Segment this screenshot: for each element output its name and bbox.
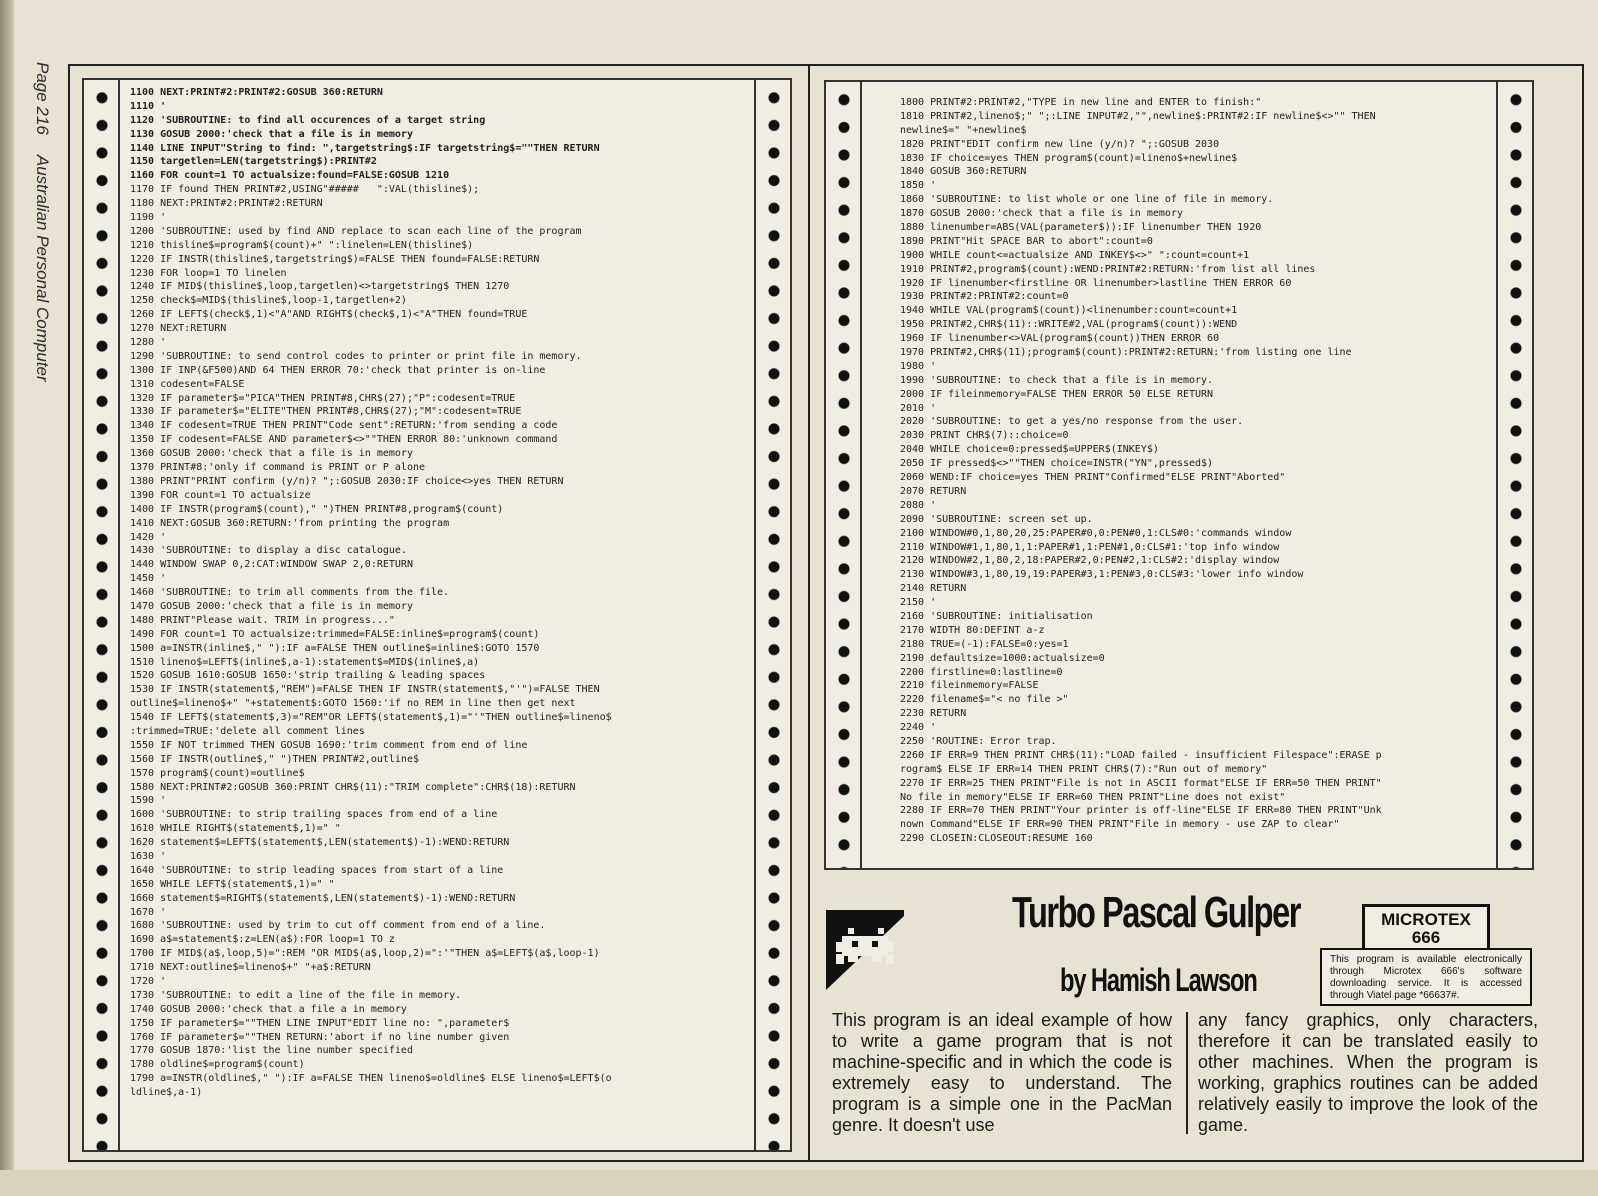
code-line: 2080 ' [900, 499, 937, 511]
code-line: 1300 IF INP(&F500)AND 64 THEN ERROR 70:'check that printer is on-line [130, 364, 546, 376]
code-line: 1100 NEXT:PRINT#2:PRINT#2:GOSUB 360:RETURN [130, 87, 383, 98]
code-line: 1640 'SUBROUTINE: to strip leading spaces from start of a line [130, 864, 504, 876]
code-line: 1900 WHILE count<=actualsize AND INKEY$<>" ":count=count+1 [900, 249, 1250, 261]
code-line: 1670 ' [130, 906, 167, 918]
code-line: 1200 'SUBROUTINE: used by find AND replace to scan each line of the program [130, 225, 582, 237]
code-line: 1540 IF LEFT$(statement$,3)="REM"OR LEFT$(statement$,1)="'"THEN outline$=lineno$ [130, 712, 612, 724]
code-line: 1440 WINDOW SWAP 0,2:CAT:WINDOW SWAP 2,0:RETURN [130, 559, 413, 571]
code-line: 2260 IF ERR=9 THEN PRINT CHR$(11):"LOAD failed - insufficient Filespace":ERASE p [900, 749, 1382, 761]
tractor-feed-holes-left [84, 80, 120, 1150]
code-line: 1170 IF found THEN PRINT#2,USING"##### ":VAL(thisline$); [130, 184, 480, 196]
code-line: ldline$,a-1) [130, 1087, 203, 1099]
code-line: 1840 GOSUB 360:RETURN [900, 166, 1027, 178]
code-line: 2050 IF pressed$<>""THEN choice=INSTR("YN",pressed$) [900, 458, 1214, 470]
code-line: 1110 ' [130, 100, 167, 112]
code-line: 1530 IF INSTR(statement$,"REM")=FALSE THEN IF INSTR(statement$,"'")=FALSE THEN [130, 684, 600, 696]
code-line: 2030 PRINT CHR$(7)::choice=0 [900, 430, 1069, 442]
code-line: 2200 firstline=0:lastline=0 [900, 666, 1063, 678]
code-line: 2090 'SUBROUTINE: screen set up. [900, 513, 1093, 525]
code-line: 1520 GOSUB 1610:GOSUB 1650:'strip trailing & leading spaces [130, 670, 486, 682]
code-line: 1620 statement$=LEFT$(statement$,LEN(statement$)-1):WEND:RETURN [130, 837, 510, 849]
code-line: 2110 WINDOW#1,1,80,1,1:PAPER#1,1:PEN#1,0:CLS#1:'top info window [900, 541, 1280, 553]
code-line: 1150 targetlen=LEN(targetstring$):PRINT#2 [130, 156, 377, 168]
game-ghost-icon [826, 910, 904, 990]
code-line: 1780 oldline$=program$(count) [130, 1059, 305, 1071]
code-line: 2120 WINDOW#2,1,80,2,18:PAPER#2,0:PEN#2,1:CLS#2:'display window [900, 555, 1280, 567]
code-line: 2240 ' [900, 722, 937, 734]
code-line: 1880 linenumber=ABS(VAL(parameter$)):IF linenumber THEN 1920 [900, 222, 1262, 234]
code-line: 1850 ' [900, 180, 937, 192]
code-line: 1460 'SUBROUTINE: to trim all comments from the file. [130, 587, 450, 599]
code-line: 1980 ' [900, 360, 937, 372]
code-line: No file in memory"ELSE IF ERR=60 THEN PRINT"Line does not exist" [900, 791, 1286, 803]
code-line: 1260 IF LEFT$(check$,1)<"A"AND RIGHT$(check$,1)<"A"THEN found=TRUE [130, 309, 528, 321]
code-line: 1140 LINE INPUT"String to find: ",targetstring$:IF targetstring$=""THEN RETURN [130, 142, 600, 154]
article-title: Turbo Pascal Gulper [1012, 888, 1300, 937]
code-line: 1350 IF codesent=FALSE AND parameter$<>""THEN ERROR 80:'unknown command [130, 434, 558, 446]
code-line: 1420 ' [130, 531, 167, 543]
code-line: 2070 RETURN [900, 485, 967, 497]
code-line: 1820 PRINT"EDIT confirm new line (y/n)? ";:GOSUB 2030 [900, 138, 1220, 150]
code-line: 1660 statement$=RIGHT$(statement$,LEN(statement$)-1):WEND:RETURN [130, 892, 516, 904]
listing-left-printout [82, 78, 792, 1152]
code-line: 1120 'SUBROUTINE: to find all occurences of a target string [130, 114, 486, 126]
code-line: 1580 NEXT:PRINT#2:GOSUB 360:PRINT CHR$(11):"TRIM complete":CHR$(18):RETURN [130, 781, 576, 793]
code-line: 1910 PRINT#2,program$(count):WEND:PRINT#2:RETURN:'from list all lines [900, 263, 1316, 275]
code-line: 1930 PRINT#2:PRINT#2:count=0 [900, 291, 1069, 303]
code-line: 1760 IF parameter$=""THEN RETURN:'abort if no line number given [130, 1031, 510, 1043]
code-line: 1730 'SUBROUTINE: to edit a line of the file in memory. [130, 989, 462, 1001]
code-line: 1990 'SUBROUTINE: to check that a file is in memory. [900, 374, 1214, 386]
code-line: 1360 GOSUB 2000:'check that a file is in memory [130, 448, 413, 460]
code-line: 2040 WHILE choice=0:pressed$=UPPER$(INKEY$) [900, 444, 1159, 456]
code-line: 2290 CLOSEIN:CLOSEOUT:RESUME 160 [900, 833, 1093, 845]
column-divider [808, 64, 810, 1162]
code-line: 2160 'SUBROUTINE: initialisation [900, 610, 1093, 622]
code-line: 2190 defaultsize=1000:actualsize=0 [900, 652, 1105, 664]
logo-number: 666 [1411, 928, 1441, 947]
code-line: 1240 IF MID$(thisline$,loop,targetlen)<>targetstring$ THEN 1270 [130, 281, 510, 293]
code-line: 2180 TRUE=(-1):FALSE=0:yes=1 [900, 638, 1069, 650]
sidebar-text [32, 62, 52, 398]
code-line: :trimmed=TRUE:'delete all comment lines [130, 725, 365, 737]
download-notice: This program is available electronically through Microtex 666's software downloading service. It is accessed through Viatel page *66637#. [1320, 948, 1532, 1006]
page-sidebar [24, 62, 58, 962]
code-line: 1710 NEXT:outline$=lineno$+" "+a$:RETURN [130, 962, 371, 974]
code-line: 1550 IF NOT trimmed THEN GOSUB 1690:'trim comment from end of line [130, 739, 528, 751]
microtex-logo [1362, 904, 1490, 954]
code-line: 1210 thisline$=program$(count)+" ":linelen=LEN(thisline$) [130, 239, 474, 251]
tractor-feed-holes-right [754, 80, 790, 1150]
code-line: 2210 fileinmemory=FALSE [900, 680, 1039, 692]
code-line: 1570 program$(count)=outline$ [130, 767, 305, 779]
code-line: 2270 IF ERR=25 THEN PRINT"File is not in ASCII format"ELSE IF ERR=50 THEN PRINT" [900, 777, 1382, 789]
code-line: 1790 a=INSTR(oldline$," "):IF a=FALSE THEN lineno$=oldline$ ELSE lineno$=LEFT$(o [130, 1073, 612, 1085]
code-line: 1890 PRINT"Hit SPACE BAR to abort":count=0 [900, 235, 1153, 247]
code-line: 2170 WIDTH 80:DEFINT a-z [900, 624, 1045, 636]
code-line: 1480 PRINT"Please wait. TRIM in progress..." [130, 614, 395, 626]
code-line: 1160 FOR count=1 TO actualsize:found=FALSE:GOSUB 1210 [130, 170, 450, 182]
code-line: 2020 'SUBROUTINE: to get a yes/no response from the user. [900, 416, 1244, 428]
intro-paragraph-col1: This program is an ideal example of how to write a game program that is not machine-specific and in which the code is extremely easy to understand. The program is a simple one in the PacMan genre. It doesn't use [832, 1010, 1172, 1135]
magazine-name: Australian Personal Computer [33, 154, 52, 382]
code-line: 1290 'SUBROUTINE: to send control codes to printer or print file in memory. [130, 350, 582, 362]
code-line: 2100 WINDOW#0,1,80,20,25:PAPER#0,0:PEN#0,1:CLS#0:'commands window [900, 527, 1292, 539]
listing-right-printout [824, 80, 1534, 870]
code-line: 1720 ' [130, 976, 167, 987]
code-line: 1940 WHILE VAL(program$(count))<linenumber:count=count+1 [900, 305, 1238, 317]
code-line: 1270 NEXT:RETURN [130, 323, 227, 335]
code-line: 2280 IF ERR=70 THEN PRINT"Your printer is off-line"ELSE IF ERR=80 THEN PRINT"Unk [900, 805, 1382, 817]
code-line: 1590 ' [130, 795, 167, 807]
tractor-feed-holes-left [826, 82, 862, 868]
code-line: outline$=lineno$+" "+statement$:GOTO 1560:'if no REM in line then get next [130, 698, 576, 710]
code-line: 1750 IF parameter$=""THEN LINE INPUT"EDIT line no: ",parameter$ [130, 1017, 510, 1029]
code-line: 1650 WHILE LEFT$(statement$,1)=" " [130, 878, 335, 890]
code-line: 1950 PRINT#2,CHR$(11)::WRITE#2,VAL(program$(count)):WEND [900, 319, 1238, 331]
code-line: 1400 IF INSTR(program$(count)," ")THEN PRINT#8,program$(count) [130, 503, 504, 515]
code-line: 1830 IF choice=yes THEN program$(count)=lineno$+newline$ [900, 152, 1238, 164]
code-line: 1190 ' [130, 212, 167, 224]
code-line: 1180 NEXT:PRINT#2:PRINT#2:RETURN [130, 198, 323, 210]
code-line: 1230 FOR loop=1 TO linelen [130, 267, 287, 279]
code-line: 1470 GOSUB 2000:'check that a file is in memory [130, 600, 413, 612]
code-line: 1810 PRINT#2,lineno$;" ";:LINE INPUT#2,"",newline$:PRINT#2:IF newline$<>"" THEN [900, 110, 1376, 122]
code-line: 2010 ' [900, 402, 937, 414]
code-line: 1390 FOR count=1 TO actualsize [130, 489, 311, 501]
code-line: 1320 IF parameter$="PICA"THEN PRINT#8,CHR$(27);"P":codesent=TRUE [130, 392, 516, 404]
code-line: 1920 IF linenumber<firstline OR linenumber>lastline THEN ERROR 60 [900, 277, 1292, 289]
code-line: 1800 PRINT#2:PRINT#2,"TYPE in new line and ENTER to finish:" [900, 97, 1262, 108]
code-line: 1600 'SUBROUTINE: to strip trailing spaces from end of a line [130, 809, 498, 821]
code-line: 1220 IF INSTR(thisline$,targetstring$)=FALSE THEN found=FALSE:RETURN [130, 253, 540, 265]
code-line: 1130 GOSUB 2000:'check that a file is in memory [130, 128, 413, 140]
code-line: 2140 RETURN [900, 583, 967, 595]
logo-text: MICROTEX [1381, 910, 1471, 929]
code-line: 1450 ' [130, 573, 167, 585]
code-line: 1340 IF codesent=TRUE THEN PRINT"Code sent":RETURN:'from sending a code [130, 420, 558, 432]
code-listing-right [872, 82, 1486, 846]
code-line: 1700 IF MID$(a$,loop,5)=":REM "OR MID$(a$,loop,2)=":'"THEN a$=LEFT$(a$,loop-1) [130, 948, 600, 960]
code-line: 1490 FOR count=1 TO actualsize:trimmed=FALSE:inline$=program$(count) [130, 628, 540, 640]
code-listing-left [130, 80, 744, 1100]
code-line: 1380 PRINT"PRINT confirm (y/n)? ";:GOSUB 2030:IF choice<>yes THEN RETURN [130, 475, 564, 487]
code-line: 1280 ' [130, 337, 167, 349]
page-number: Page 216 [33, 62, 52, 135]
code-line: 1770 GOSUB 1870:'list the line number specified [130, 1045, 413, 1057]
code-line: 1430 'SUBROUTINE: to display a disc catalogue. [130, 545, 407, 557]
code-line: 1960 IF linenumber<>VAL(program$(count))THEN ERROR 60 [900, 333, 1220, 345]
code-line: rogram$ ELSE IF ERR=14 THEN PRINT CHR$(7):"Run out of memory" [900, 763, 1268, 775]
code-line: 1860 'SUBROUTINE: to list whole or one line of file in memory. [900, 194, 1274, 206]
code-line: 1690 a$=statement$:z=LEN(a$):FOR loop=1 TO z [130, 934, 395, 946]
column-rule [1186, 1012, 1188, 1134]
intro-paragraph-col2: any fancy graphics, only characters, therefore it can be translated easily to other machines. When the program is working, graphics routines can be added relatively easily to improve the look of the game. [1198, 1010, 1538, 1135]
code-line: 2250 'ROUTINE: Error trap. [900, 735, 1057, 747]
code-line: 2230 RETURN [900, 708, 967, 720]
code-line: 1250 check$=MID$(thisline$,loop-1,targetlen+2) [130, 295, 407, 307]
code-line: 2150 ' [900, 597, 937, 609]
article-byline: by Hamish Lawson [1060, 962, 1257, 998]
code-line: 1500 a=INSTR(inline$," "):IF a=FALSE THEN outline$=inline$:GOTO 1570 [130, 642, 540, 654]
code-line: 1370 PRINT#8:'only if command is PRINT or P alone [130, 462, 426, 474]
magazine-spine [0, 0, 14, 1196]
code-line: 1740 GOSUB 2000:'check that a file a in memory [130, 1003, 407, 1015]
code-line: nown Command"ELSE IF ERR=90 THEN PRINT"File in memory - use ZAP to clear" [900, 819, 1340, 831]
code-line: newline$=" "+newline$ [900, 124, 1027, 136]
code-line: 1310 codesent=FALSE [130, 378, 245, 390]
code-line: 1610 WHILE RIGHT$(statement$,1)=" " [130, 823, 341, 835]
code-line: 1330 IF parameter$="ELITE"THEN PRINT#8,CHR$(27);"M":codesent=TRUE [130, 406, 522, 418]
code-line: 2130 WINDOW#3,1,80,19,19:PAPER#3,1:PEN#3,0:CLS#3:'lower info window [900, 569, 1304, 581]
code-line: 1680 'SUBROUTINE: used by trim to cut off comment from end of a line. [130, 920, 546, 932]
code-line: 1560 IF INSTR(outline$," ")THEN PRINT#2,outline$ [130, 753, 419, 765]
code-line: 1970 PRINT#2,CHR$(11);program$(count):PRINT#2:RETURN:'from listing one line [900, 347, 1352, 359]
page-bottom-edge [0, 1170, 1598, 1196]
code-line: 1410 NEXT:GOSUB 360:RETURN:'from printing the program [130, 517, 450, 529]
code-line: 2000 IF fileinmemory=FALSE THEN ERROR 50 ELSE RETURN [900, 388, 1214, 400]
code-line: 2060 WEND:IF choice=yes THEN PRINT"Confirmed"ELSE PRINT"Aborted" [900, 472, 1286, 484]
tractor-feed-holes-right [1496, 82, 1532, 868]
code-line: 1870 GOSUB 2000:'check that a file is in memory [900, 208, 1183, 220]
code-line: 1510 lineno$=LEFT$(inline$,a-1):statement$=MID$(inline$,a) [130, 656, 480, 668]
code-line: 2220 filename$="< no file >" [900, 694, 1069, 706]
code-line: 1630 ' [130, 850, 167, 862]
